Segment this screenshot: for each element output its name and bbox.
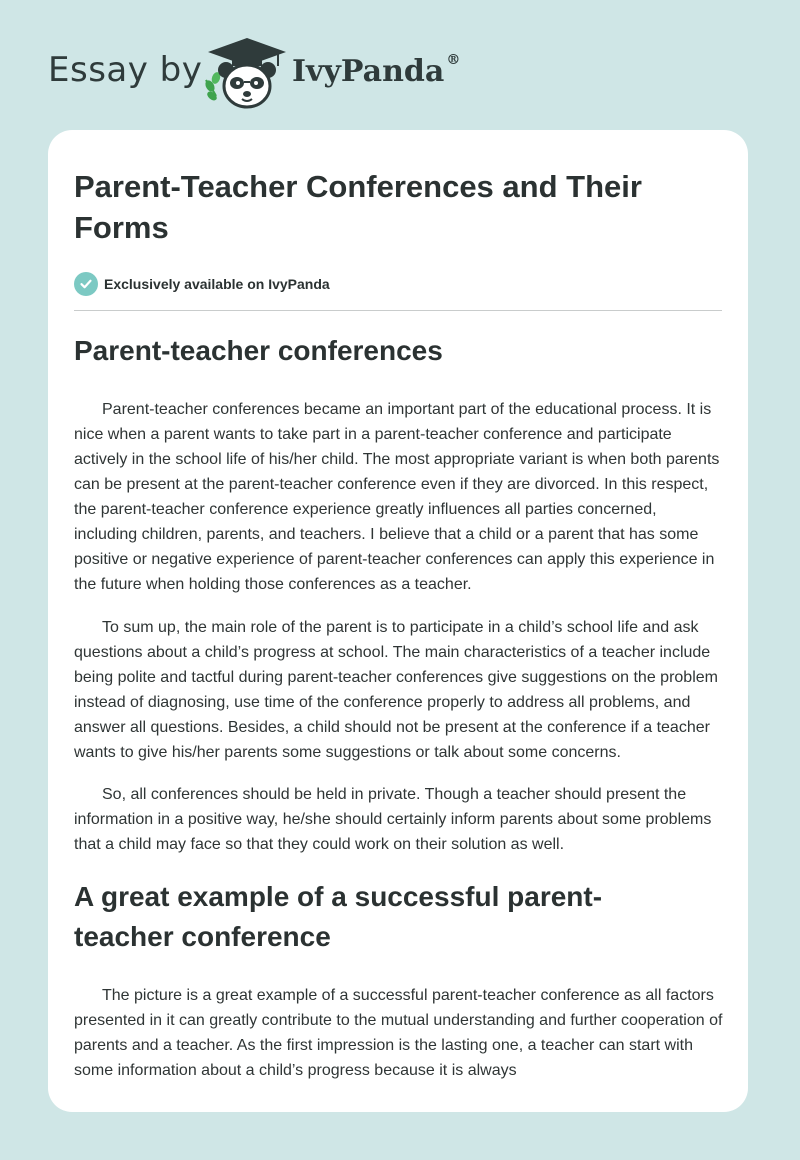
section-heading: A great example of a successful parent-teacher conference <box>74 881 603 952</box>
paragraph: So, all conferences should be held in private. Though a teacher should present the information in a positive way, he/she should certainly inform parents about some problems that a child may face so that they could work on their solution as well. <box>74 786 712 853</box>
paragraph: Parent-teacher conferences became an important part of the educational process. It is nice when a parent wants to take part in a parent-teacher conference and participate actively in the school life of his/her child. The most appropriate variant is when both parents can be present at the parent-teacher conference even if they are divorced. In this respect, the parent-teacher conference experience greatly influences all parties concerned, including children, parents, and teachers. I believe that a child or a parent that has some positive or negative experience of parent-teacher conferences can apply this experience in the future when holding those conferences as a teacher. <box>74 401 720 593</box>
brand-name[interactable] <box>292 54 460 89</box>
divider <box>74 310 722 311</box>
essay-card <box>48 130 748 1112</box>
check-icon <box>74 272 98 296</box>
site-header <box>48 34 768 114</box>
paragraph: To sum up, the main role of the parent is to participate in a child’s school life and ask questions about a child’s progress at school. The main characteristics of a teacher include being polite and tactful during parent-teacher conferences give suggestions on the problem instead of diagnosing, use time of the conference properly to address all problems, and answer all questions. Besides, a child should not be present at the conference if a teacher wants to give his/her parents some suggestions or talk about some concerns. <box>74 619 718 761</box>
exclusive-label: Exclusively available on IvyPanda <box>104 276 330 292</box>
paragraph: The picture is a great example of a successful parent-teacher conference as all factors presented in it can greatly contribute to the mutual understanding and further cooperation of parents and a teacher. As the first impression is the lasting one, a teacher can start with some information about a child’s progress because it is always <box>74 987 723 1079</box>
registered-mark: ® <box>446 52 461 68</box>
essay-by-label: Essay by <box>48 50 203 90</box>
brand-text: IvyPanda <box>292 54 445 89</box>
panda-logo-icon[interactable] <box>202 36 292 110</box>
exclusive-badge <box>74 271 722 297</box>
page-title: Parent-Teacher Conferences and Their Forms <box>74 169 642 245</box>
section-heading: Parent-teacher conferences <box>74 335 443 366</box>
